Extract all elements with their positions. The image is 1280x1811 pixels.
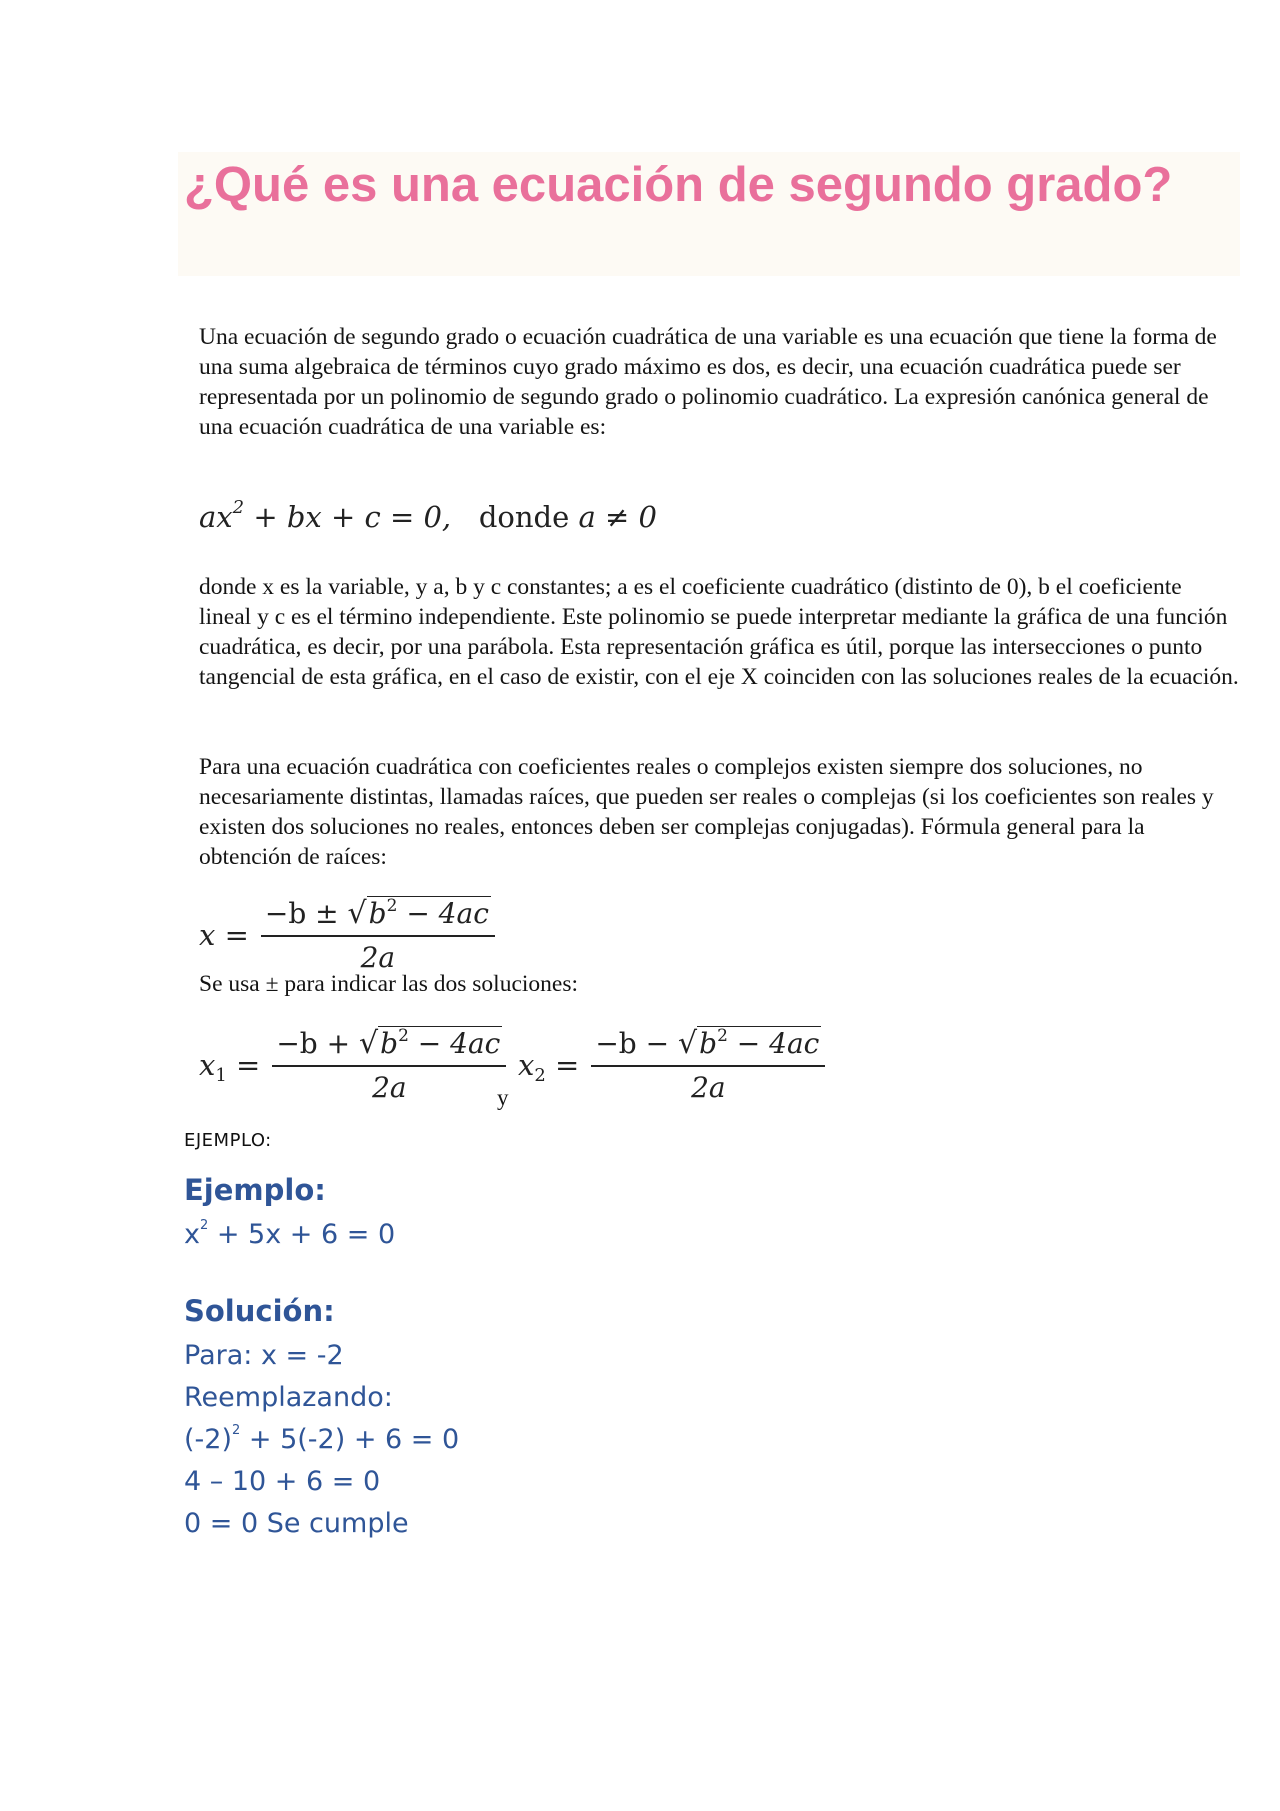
roots-paragraph: Para una ecuación cuadrática con coeficientes reales o complejos existen siempre dos soluciones, no necesariamente distintas, llamadas raíces, que pueden ser reales o complejas (si los coeficientes son reales y existen dos soluciones no reales, entonces deben ser complejas conjugadas). Fórmula general para la obtención de raíces:: [199, 754, 1214, 870]
solution-step-2: 4 – 10 + 6 = 0: [184, 1466, 381, 1497]
example-heading: Ejemplo:: [184, 1173, 326, 1207]
canonical-rest: + bx + c = 0,: [244, 500, 452, 534]
example-eq-exponent: 2: [199, 1218, 209, 1233]
x2-radicand: [697, 1026, 821, 1060]
x1-fraction: [272, 1026, 506, 1104]
radicand: [367, 896, 491, 930]
canonical-exponent: 2: [232, 497, 245, 518]
solution-heading: Solución:: [184, 1294, 335, 1328]
x1-subscript: 1: [215, 1064, 227, 1086]
variables-paragraph: donde x es la variable, y a, b y c constantes; a es el coeficiente cuadrático (distinto de 0), b el coeficiente lineal y c es el término independiente. Este polinomio se puede interpretar mediante la gráfica de una función cuadrática, es decir, por una parábola. Esta representación gráfica es útil, porque las intersecciones o punto tangencial de esta gráfica, en el caso de existir, con el eje X coinciden con las soluciones reales de la ecuación.: [199, 574, 1239, 690]
x2-num-pre: −b −: [595, 1027, 678, 1060]
general-num-pre: −b ±: [264, 897, 348, 930]
x2-subscript: 2: [534, 1064, 546, 1086]
x1-denominator: 2a: [372, 1070, 407, 1104]
x1-radicand-b: b: [380, 1027, 399, 1060]
x1-sqrt-symbol: √: [359, 1026, 379, 1061]
step1-rest: + 5(-2) + 6 = 0: [240, 1424, 460, 1455]
solution-step-3: 0 = 0 Se cumple: [184, 1508, 409, 1539]
example-eq-pre: x: [184, 1219, 200, 1250]
general-lhs: x =: [199, 917, 249, 952]
canonical-lhs: ax: [199, 500, 233, 534]
example-equation: [184, 1219, 395, 1250]
general-fraction: [261, 896, 495, 974]
x1-var: x: [199, 1047, 216, 1082]
canonical-condition: a ≠ 0: [578, 500, 657, 534]
plusminus-sentence: Se usa ± para indicar las dos soluciones:: [199, 971, 579, 997]
x2-radicand-rest: − 4ac: [727, 1027, 820, 1060]
radicand-exponent: 2: [386, 896, 398, 916]
radicand-b: b: [368, 897, 387, 930]
solution-replace-line: Reemplazando:: [184, 1382, 393, 1413]
sqrt-symbol: √: [347, 896, 367, 931]
x1-numerator: [272, 1026, 506, 1065]
step1-exponent: 2: [232, 1423, 241, 1438]
step1-pre: (-2): [184, 1424, 232, 1455]
canonical-donde: donde: [478, 500, 570, 534]
x2-formula: [518, 1026, 825, 1104]
solution-para-line: Para: x = -2: [184, 1340, 344, 1371]
x2-fraction: [591, 1026, 825, 1104]
radicand-rest: − 4ac: [397, 897, 489, 930]
example-eq-rest: + 5x + 6 = 0: [208, 1219, 396, 1250]
general-denominator: 2a: [360, 940, 396, 974]
x1-formula: [199, 1026, 506, 1104]
page-title: ¿Qué es una ecuación de segundo grado?: [184, 158, 1173, 212]
x1-radicand: [378, 1026, 502, 1060]
x1-radicand-rest: − 4ac: [408, 1027, 501, 1060]
x1-equals: =: [226, 1047, 261, 1082]
x2-var: x: [518, 1047, 535, 1082]
x2-numerator: [591, 1026, 825, 1065]
x2-denominator: 2a: [691, 1070, 726, 1104]
intro-paragraph: Una ecuación de segundo grado o ecuación cuadrática de una variable es una ecuación que tiene la forma de una suma algebraica de términos cuyo grado máximo es dos, es decir, una ecuación cuadrática puede ser representada por un polinomio de segundo grado o polinomio cuadrático. La expresión canónica general de una ecuación cuadrática de una variable es:: [199, 324, 1217, 440]
x2-radicand-exponent: 2: [717, 1026, 728, 1046]
x2-radicand-b: b: [699, 1027, 718, 1060]
x2-lhs: [518, 1047, 580, 1086]
x2-sqrt-symbol: √: [678, 1026, 698, 1061]
x1-lhs: [199, 1047, 261, 1086]
general-formula: [199, 896, 495, 974]
x2-equals: =: [545, 1047, 580, 1082]
x1-num-pre: −b +: [276, 1027, 359, 1060]
x1-radicand-exponent: 2: [398, 1026, 409, 1046]
solution-step-1: [184, 1424, 459, 1455]
canonical-equation: [199, 497, 657, 534]
general-numerator: [261, 896, 495, 935]
example-section-label: EJEMPLO:: [184, 1130, 272, 1151]
conjunction-y: y: [497, 1085, 509, 1110]
